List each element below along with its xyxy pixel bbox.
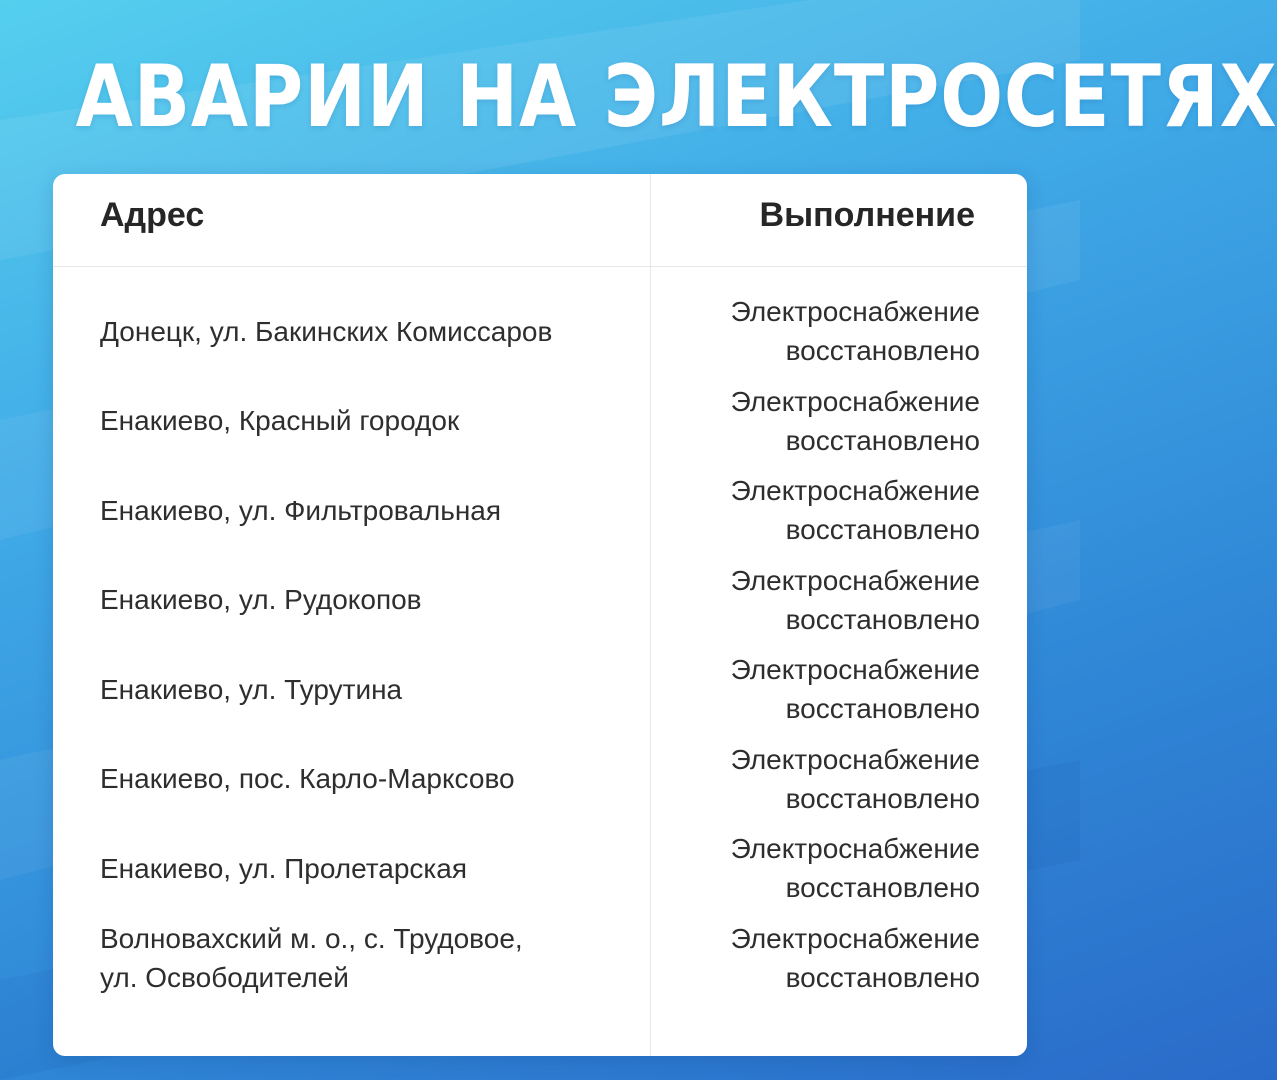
table-row	[53, 740, 1027, 830]
table-row	[53, 561, 1027, 651]
header-status: Выполнение	[759, 196, 975, 234]
status-line1: Электроснабжение	[730, 564, 980, 596]
table-row	[53, 292, 1027, 382]
status-line1: Электроснабжение	[730, 654, 980, 685]
status-line2: восстановлено	[785, 603, 980, 635]
outage-table	[53, 174, 1027, 1056]
status-line1: Электроснабжение	[730, 385, 980, 417]
status-line1: Электроснабжение	[730, 922, 980, 954]
status-line2: восстановлено	[785, 872, 980, 903]
header-address: Адрес	[100, 196, 205, 234]
row-status	[620, 471, 980, 549]
status-line1: Электроснабжение	[730, 475, 980, 506]
status-line2: восстановлено	[785, 961, 980, 993]
address-line2: ул. Освободителей	[100, 961, 349, 993]
row-address: Енакиево, Красный городок	[100, 405, 460, 436]
address-line1: Волновахский м. о., с. Трудовое,	[100, 922, 523, 954]
table-row	[53, 919, 1027, 1019]
status-line2: восстановлено	[785, 693, 980, 724]
status-line1: Электроснабжение	[730, 743, 980, 775]
row-address	[100, 919, 630, 997]
row-address: Енакиево, пос. Карло-Марксово	[100, 763, 515, 794]
row-status	[620, 561, 980, 639]
row-status	[620, 382, 980, 460]
row-address: Енакиево, ул. Пролетарская	[100, 852, 468, 884]
table-header	[53, 174, 1027, 267]
status-line1: Электроснабжение	[730, 833, 980, 864]
status-line2: восстановлено	[785, 782, 980, 814]
table-row	[53, 382, 1027, 472]
table-row	[53, 829, 1027, 919]
status-line2: восстановлено	[785, 335, 980, 366]
page-title: АВАРИИ НА ЭЛЕКТРОСЕТЯХ	[75, 47, 1277, 147]
row-status	[620, 740, 980, 818]
row-address: Енакиево, ул. Рудокопов	[100, 584, 422, 615]
status-line1: Электроснабжение	[730, 296, 980, 327]
status-line2: восстановлено	[785, 514, 980, 545]
row-address: Енакиево, ул. Турутина	[100, 673, 403, 705]
row-status	[620, 650, 980, 728]
table-row	[53, 650, 1027, 740]
table-body	[53, 292, 1027, 1019]
row-status	[620, 292, 980, 370]
row-status	[620, 919, 980, 997]
row-address: Донецк, ул. Бакинских Комиссаров	[100, 315, 553, 347]
row-status	[620, 829, 980, 907]
status-line2: восстановлено	[785, 424, 980, 456]
row-address: Енакиево, ул. Фильтровальная	[100, 494, 502, 526]
table-row	[53, 471, 1027, 561]
